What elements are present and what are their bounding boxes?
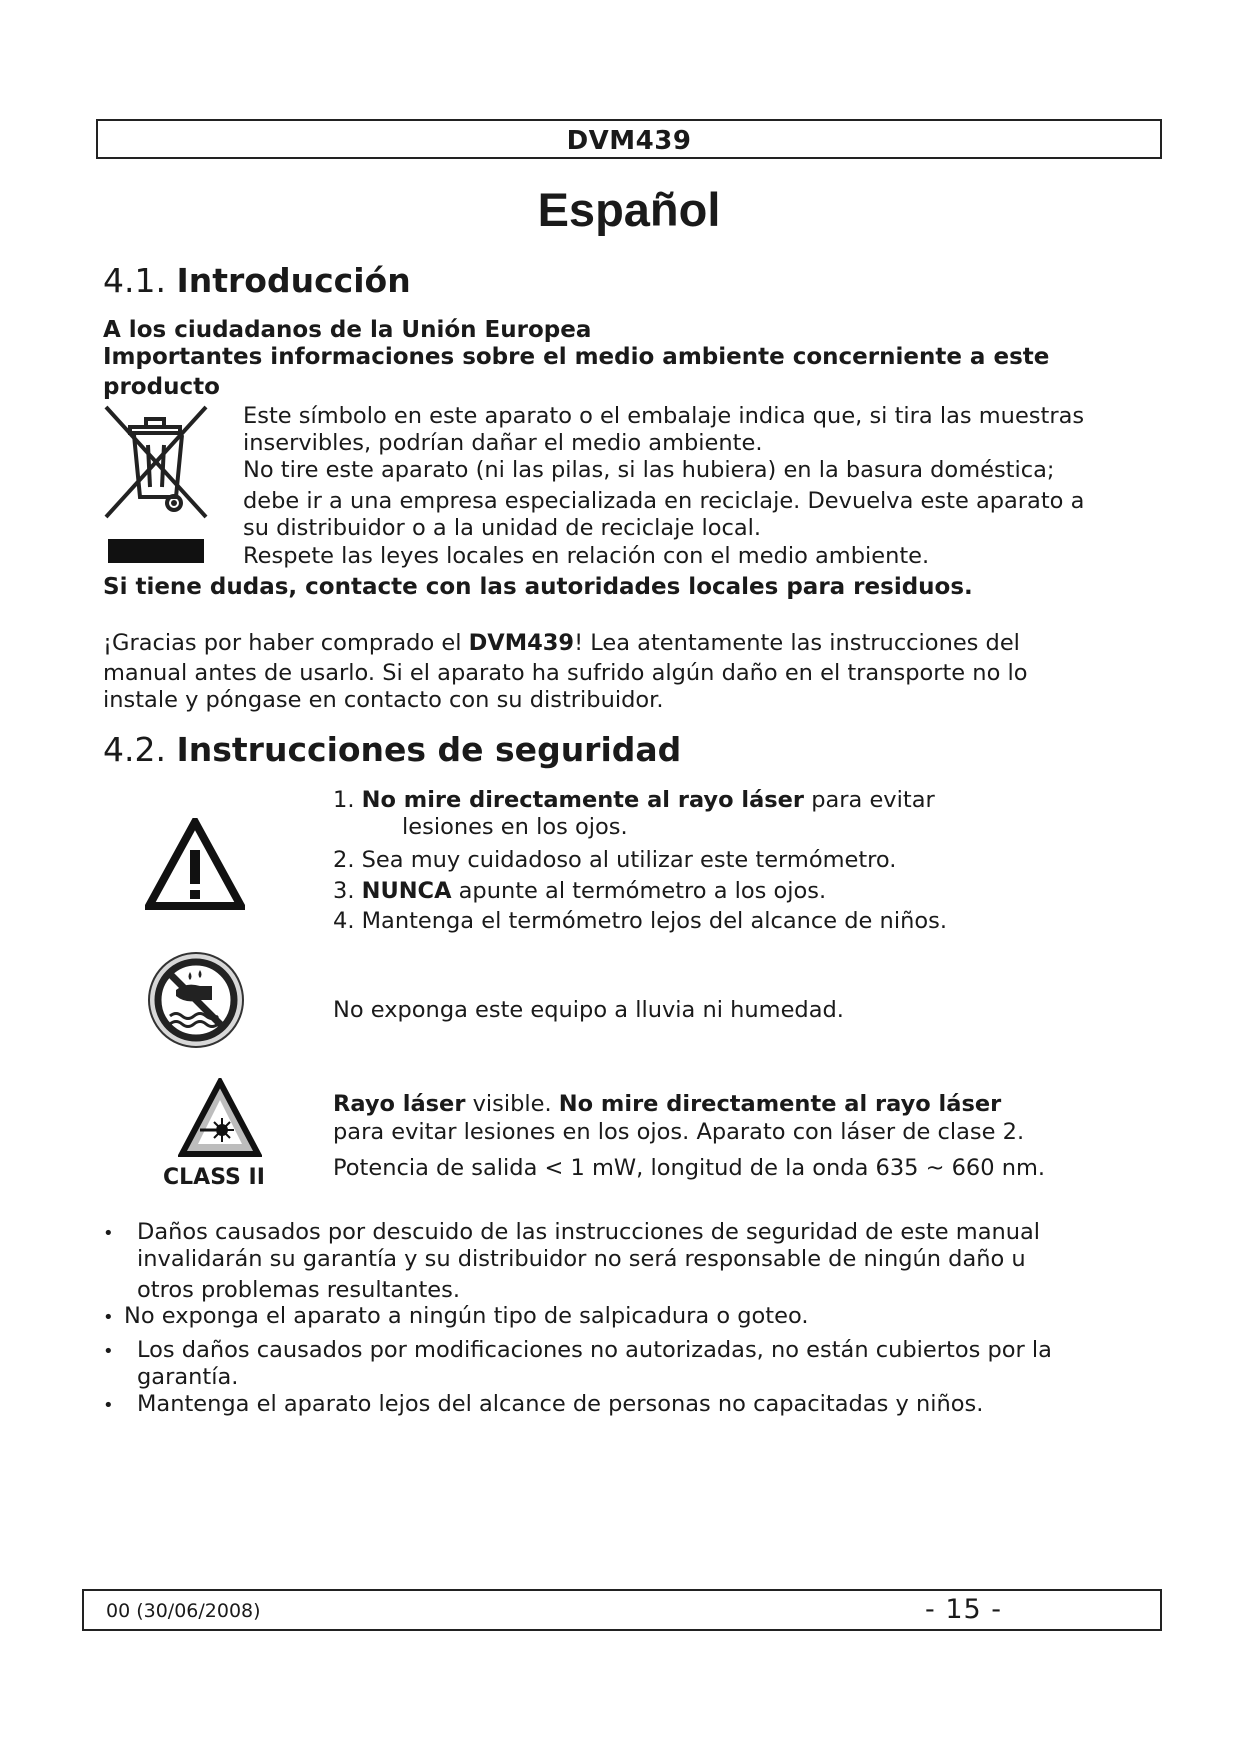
weee-text-line: Respete las leyes locales en relación con el medio ambiente. [243, 543, 930, 569]
page-number: - 15 - [925, 1594, 1003, 1625]
bullet-item-line: No exponga el aparato a ningún tipo de salpicadura o goteo. [124, 1303, 809, 1329]
section-number: 4.1. [103, 261, 166, 300]
bullet-marker: • [103, 1307, 114, 1328]
laser-warning-icon [178, 1078, 262, 1158]
safety-item [333, 847, 896, 873]
item-text: para evitar [804, 787, 935, 813]
thanks-paragraph-line: manual antes de usarlo. Si el aparato ha sufrido algún daño en el transporte no lo [103, 660, 1028, 686]
item-number: 2. [333, 847, 355, 873]
env-info-heading: Importantes informaciones sobre el medio ambiente concerniente a este [103, 344, 1050, 370]
thanks-text: ¡Gracias por haber comprado el [103, 630, 469, 656]
weee-text-line: su distribuidor o a la unidad de reciclaje local. [243, 515, 762, 541]
moisture-warning-text: No exponga este equipo a lluvia ni humedad. [333, 997, 844, 1023]
section-title: Instrucciones de seguridad [176, 730, 682, 769]
warning-triangle-icon [145, 818, 245, 910]
bullet-item-line: invalidarán su garantía y su distribuidor no será responsable de ningún daño u [137, 1246, 1026, 1272]
thanks-text-end: ! Lea atentamente las instrucciones del [574, 630, 1020, 656]
model-header: DVM439 [566, 126, 692, 156]
safety-item [333, 908, 947, 934]
bullet-item-line: garantía. [137, 1364, 239, 1390]
eu-citizens-heading: A los ciudadanos de la Unión Europea [103, 317, 592, 343]
safety-item-cont: lesiones en los ojos. [402, 814, 628, 840]
item-text: Mantenga el termómetro lejos del alcance de niños. [361, 908, 947, 934]
language-title: Español [537, 183, 721, 236]
bullet-marker: • [103, 1223, 114, 1244]
bullet-marker: • [103, 1395, 114, 1416]
item-number: 1. [333, 787, 355, 813]
thanks-model: DVM439 [468, 630, 575, 656]
bullet-item-line: Mantenga el aparato lejos del alcance de personas no capacitadas y niños. [137, 1391, 984, 1417]
weee-text-line: inservibles, podrían dañar el medio ambiente. [243, 430, 763, 456]
section-heading-intro [103, 261, 411, 300]
weee-text-line: debe ir a una empresa especializada en reciclaje. Devuelva este aparato a [243, 488, 1085, 514]
safety-item [333, 787, 935, 813]
weee-text-line: Este símbolo en este aparato o el embalaje indica que, si tira las muestras [243, 403, 1085, 429]
laser-bold-text: No mire directamente al rayo láser [558, 1091, 1002, 1117]
env-info-heading-cont: producto [103, 374, 220, 400]
item-text: Sea muy cuidadoso al utilizar este termómetro. [361, 847, 897, 873]
item-bold-text: No mire directamente al rayo láser [361, 787, 805, 813]
contact-authorities-note: Si tiene dudas, contacte con las autoridades locales para residuos. [103, 574, 973, 600]
bullet-marker: • [103, 1341, 114, 1362]
laser-text: visible. [465, 1091, 559, 1117]
item-number: 4. [333, 908, 355, 934]
item-number: 3. [333, 878, 355, 904]
item-text: apunte al termómetro a los ojos. [451, 878, 827, 904]
laser-warning-line: para evitar lesiones en los ojos. Aparato con láser de clase 2. [333, 1119, 1025, 1145]
footer-revision-date: 00 (30/06/2008) [106, 1600, 261, 1622]
section-heading-safety [103, 730, 681, 769]
laser-warning-line [333, 1091, 1001, 1117]
bullet-item-line: Daños causados por descuido de las instrucciones de seguridad de este manual [137, 1219, 1041, 1245]
weee-text-line: No tire este aparato (ni las pilas, si las hubiera) en la basura doméstica; [243, 457, 1055, 483]
safety-item [333, 878, 826, 904]
thanks-paragraph-line: instale y póngase en contacto con su distribuidor. [103, 687, 664, 713]
bullet-item-line: Los daños causados por modificaciones no autorizadas, no están cubiertos por la [137, 1337, 1052, 1363]
section-number: 4.2. [103, 730, 166, 769]
item-bold-text: NUNCA [361, 878, 452, 904]
thanks-paragraph-line [103, 630, 1020, 656]
laser-class-label: CLASS II [163, 1165, 265, 1190]
section-title: Introducción [176, 261, 411, 300]
laser-bold-text: Rayo láser [333, 1091, 466, 1117]
laser-warning-line: Potencia de salida < 1 mW, longitud de la onda 635 ~ 660 nm. [333, 1155, 1046, 1181]
weee-bin-icon [102, 405, 212, 565]
no-moisture-icon [146, 950, 246, 1050]
bullet-item-line: otros problemas resultantes. [137, 1277, 460, 1303]
